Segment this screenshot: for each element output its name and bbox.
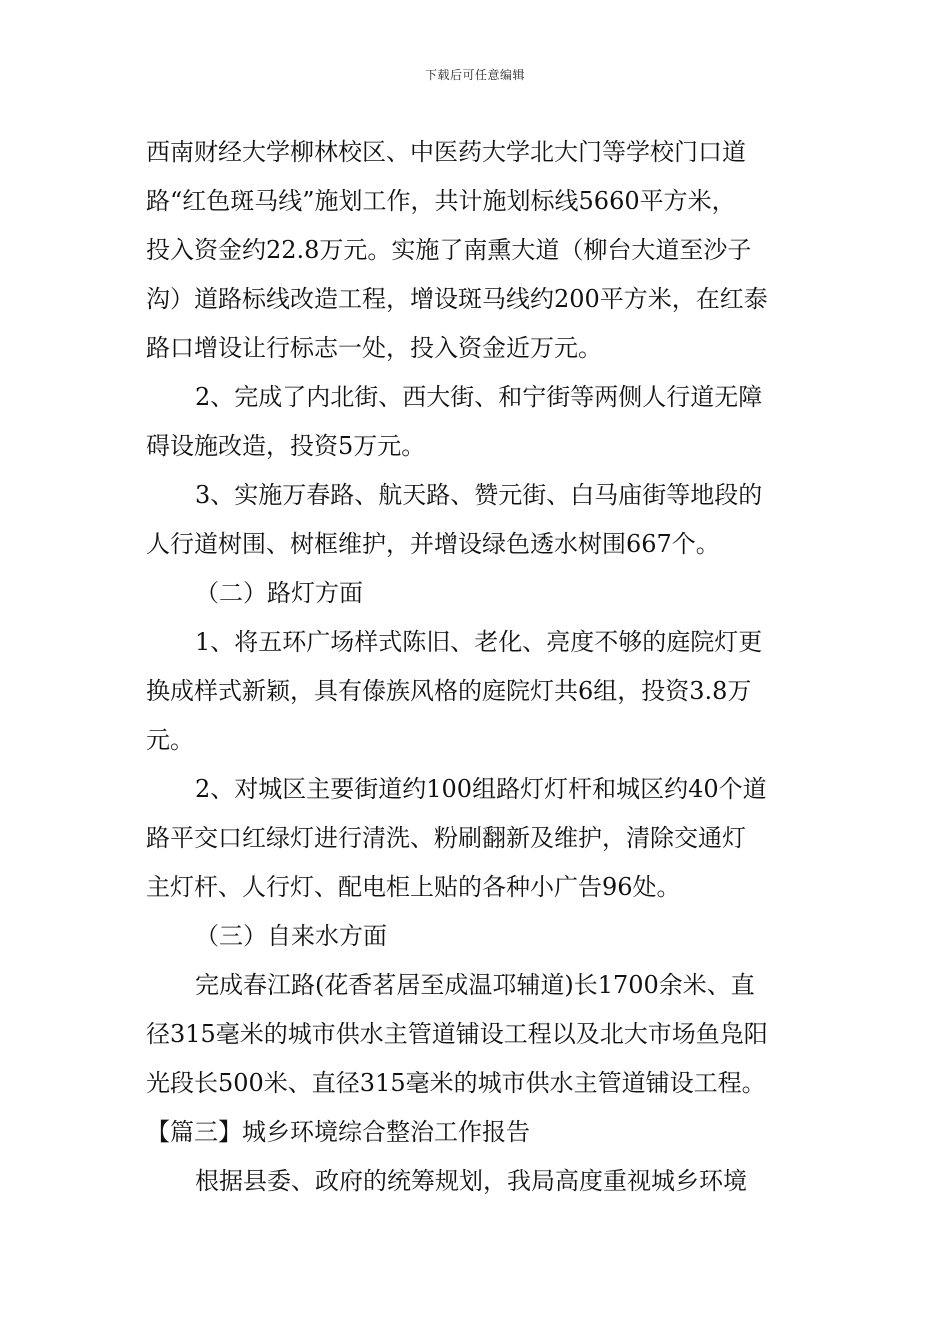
text-line: 人行道树围、树框维护，并增设绿色透水树围667个。 — [146, 530, 720, 558]
text-line: 主灯杆、人行灯、配电柜上贴的各种小广告96处。 — [146, 873, 681, 901]
paragraph-start: 3、实施万春路、航天路、赞元街、白马庙街等地段的 — [195, 481, 763, 509]
section-heading: （二）路灯方面 — [195, 579, 363, 607]
text-line: 路口增设让行标志一处，投入资金近万元。 — [146, 334, 602, 362]
text-line: 径315毫米的城市供水主管道铺设工程以及北大市场鱼凫阳 — [146, 1020, 768, 1048]
text-line: 元。 — [146, 726, 194, 754]
section-heading: （三）自来水方面 — [195, 922, 387, 950]
text-line: 西南财经大学柳林校区、中医药大学北大门等学校门口道 — [146, 138, 746, 166]
paragraph-start: 2、完成了内北街、西大街、和宁街等两侧人行道无障 — [195, 383, 763, 411]
article-title: 【篇三】城乡环境综合整治工作报告 — [146, 1118, 530, 1146]
document-body — [146, 128, 808, 1206]
text-line: 光段长500米、直径315毫米的城市供水主管道铺设工程。 — [146, 1069, 766, 1097]
paragraph-start: 2、对城区主要街道约100组路灯灯杆和城区约40个道 — [195, 775, 767, 803]
text-line: 投入资金约22.8万元。实施了南熏大道（柳台大道至沙子 — [146, 236, 752, 264]
text-line: 路“红色斑马线”施划工作，共计施划标线5660平方米， — [146, 187, 736, 215]
text-line: 碍设施改造，投资5万元。 — [146, 432, 426, 460]
paragraph-start: 完成春江路(花香茗居至成温邛辅道)长1700余米、直 — [195, 971, 755, 999]
text-line: 路平交口红绿灯进行清洗、粉刷翻新及维护，清除交通灯 — [146, 824, 746, 852]
text-line: 沟）道路标线改造工程，增设斑马线约200平方米，在红泰 — [146, 285, 768, 313]
paragraph-start: 根据县委、政府的统筹规划，我局高度重视城乡环境 — [195, 1167, 747, 1195]
page-header-note: 下载后可任意编辑 — [424, 68, 525, 82]
text-line: 换成样式新颖，具有傣族风格的庭院灯共6组，投资3.8万 — [146, 677, 752, 705]
paragraph-start: 1、将五环广场样式陈旧、老化、亮度不够的庭院灯更 — [195, 628, 763, 656]
